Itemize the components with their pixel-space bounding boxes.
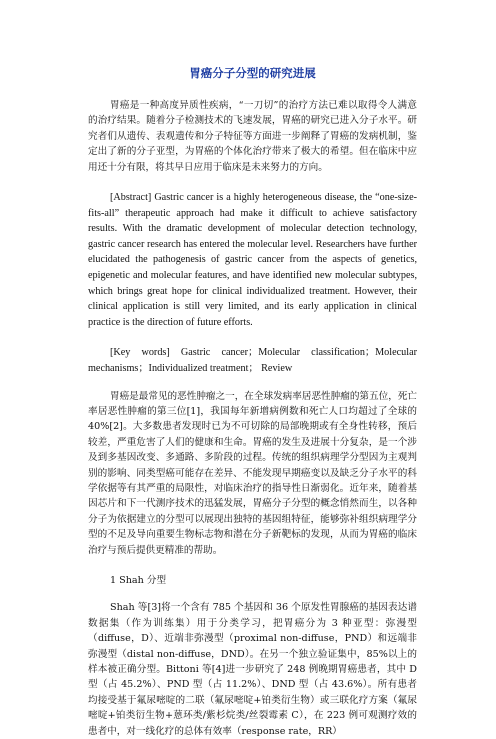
keywords: [Key words] Gastric cancer；Molecular classification；Molecular mechanisms；Individualized treatment； Review	[88, 347, 417, 374]
section-heading: 1 Shah 分型	[110, 575, 167, 587]
abstract-english: [Abstract] Gastric cancer is a highly heterogeneous disease, the “one-size-fits-all” therapeutic approach had make it difficult to achieve satisfactory results. With the dramatic development of molecular detection technology, gastric cancer research has entered the molecular level. Researchers have further elucidated the pathogenesis of gastric cancer from the aspects of genetics, epigenetic and molecular features, and have identified new molecular subtypes, which brings great hope for clinical individualized treatment. However, their clinical application is still very limited, and its early application in clinical practice is the direction of future efforts.	[88, 192, 417, 328]
section-paragraph: Shah 等[3]将一个含有 785 个基因和 36 个原发性胃腺癌的基因表达谱数据集（作为训练集）用于分类学习，把胃癌分为 3 种亚型：弥漫型（diffuse，D）、近端非弥漫型（proximal non-diffuse，PND）和远端非弥漫型（distal non-diffuse，DND）。在另一个独立验证集中，85%以上的样本被正确分型。Bittoni 等[4]进一步研究了 248 例晚期胃癌患者，其中 D 型（占 45.2%）、PND 型（占 11.2%）、DND 型（占 43.6%）。所有患者均接受基于氟尿嘧啶的二联（氟尿嘧啶+铂类衍生物）或三联化疗方案（氟尿嘧啶+铂类衍生物+蒽环类/紫杉烷类/丝裂霉素 C），在 223 例可观测疗效的患者中，对一线化疗的总体有效率（response rate，RR）	[88, 602, 417, 737]
spacer	[88, 588, 417, 600]
abstract-chinese: 胃癌是一种高度异质性疾病，“一刀切”的治疗方法已难以取得令人满意的治疗结果。随着分子检测技术的飞速发展，胃癌的研究已进入分子水平。研究者们从遗传、表观遗传和分子特征等方面进一步阐释了胃癌的发病机制，鉴定出了新的分子亚型，为胃癌的个体化治疗带来了极大的希望。但在临床中应用还十分有限，将其早日应用于临床是未来努力的方向。	[88, 100, 417, 173]
intro-paragraph: 胃癌是最常见的恶性肿瘤之一，在全球发病率居恶性肿瘤的第五位，死亡率居恶性肿瘤的第三位[1]，我国每年新增病例数和死亡人口均超过了全球的40%[2]。大多数患者发现时已为不可切除的局部晚期或有全身性转移，预后较差，严重危害了人们的健康和生命。胃癌的发生及进展十分复杂，是一个涉及到多基因改变、多通路、多阶段的过程。传统的组织病理学分型因为主观判别的影响、同类型癌可能存在差异、不能发现早期癌变以及缺乏分子水平的科学依据等有其严重的局限性，对临床治疗的指导性日渐弱化。近年来，随着基因芯片和下一代测序技术的迅猛发展，胃癌分子分型的概念悄然而生，以各种分子为依据建立的分型可以展现出独特的基因组特征，能够弥补组织病理学分型的不足及导向重要生物标志物和潜在分子新靶标的发现，从而为胃癌的临床治疗与预后提供更精准的帮助。	[88, 390, 417, 556]
page-title: 胃癌分子分型的研究进展	[189, 66, 316, 80]
spacer	[88, 377, 417, 389]
spacer	[88, 175, 417, 190]
spacer	[88, 330, 417, 345]
spacer	[88, 558, 417, 573]
